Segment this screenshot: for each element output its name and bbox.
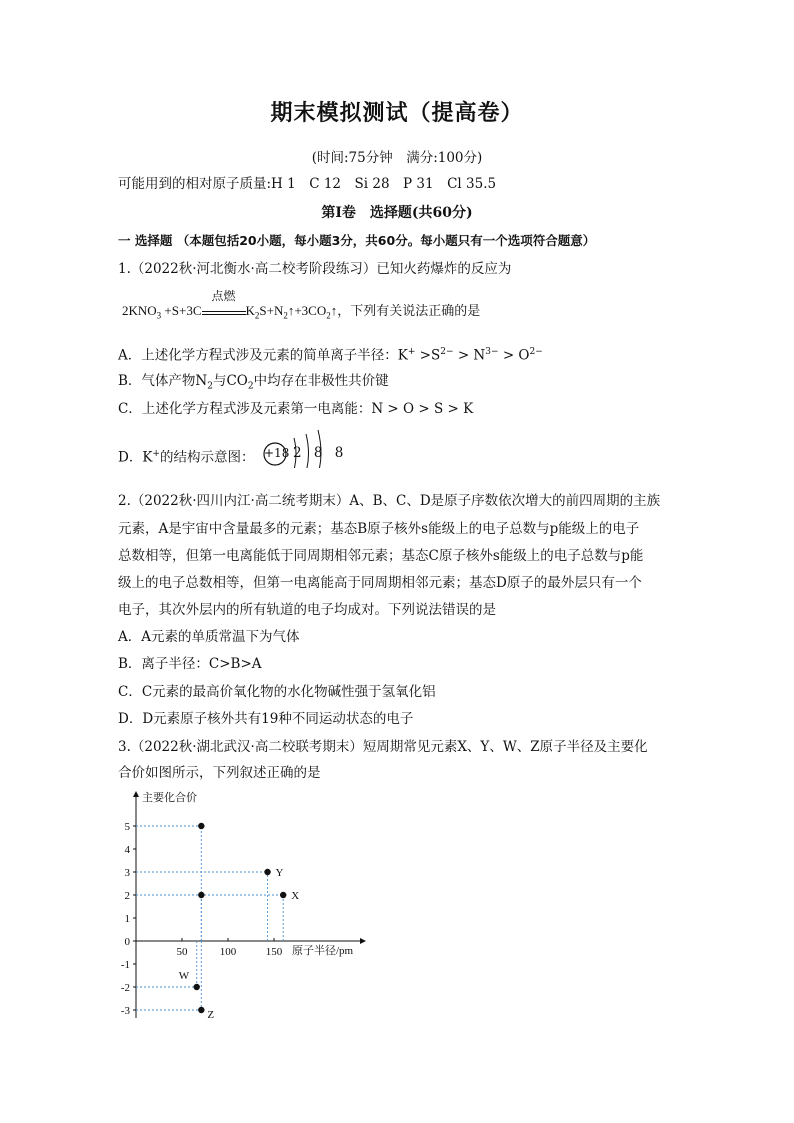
q1-option-d: D．K+的结构示意图： [118,449,255,466]
q3-line-2: 合价如图所示，下列叙述正确的是 [118,765,321,781]
y-tick-label: 4 [124,844,130,856]
y-tick-label: 2 [124,890,130,902]
part-heading: 一 选择题 （本题包括20小题，每小题3分，共60分。每小题只有一个选项符合题意） [118,233,596,248]
atomic-mass: 可能用到的相对原子质量:H 1 C 12 Si 28 P 31 Cl 35.5 [118,176,497,192]
data-point [198,823,204,829]
q2-option-a: A．A元素的单质常温下为气体 [118,629,300,645]
q2-line-4: 级上的电子总数相等，但第一电离能高于同周期相邻元素；基态D原子的最外层只有一个 [118,575,642,591]
data-point [198,1007,204,1013]
data-point [280,892,286,898]
section-title: 第Ⅰ卷 选择题(共60分) [321,205,473,221]
q2-option-d: D．D元素原子核外共有19种不同运动状态的电子 [118,711,414,727]
q2-line-3: 总数相等，但第一电离能低于同周期相邻元素；基态C原子核外s能级上的电子总数与p能 [118,548,644,564]
eq-tail: ，下列有关说法正确的是 [337,304,481,319]
x-tick-label: 50 [176,946,188,958]
q1-option-a: A．上述化学方程式涉及元素的简单离子半径：$K^+ >S^{2-} > N^{3-} > O^{2-}$ [118,347,543,364]
y-tick-label: -2 [120,982,130,994]
valence-radius-chart [118,788,378,1032]
q1-option-c: C．上述化学方程式涉及元素第一电离能：N > O > S > K [118,401,474,417]
q3-line-1: 3.（2022秋·湖北武汉·高二校联考期末）短周期常见元素X、Y、W、Z原子半径及主要化 [118,739,648,755]
q2-line-5: 电子，其次外层内的所有轨道的电子均成对。下列说法错误的是 [118,602,496,618]
y-axis-label: 主要化合价 [142,792,197,804]
q1-stem: 1.（2022秋·河北衡水·高二校考阶段练习）已知火药爆炸的反应为 [118,261,512,277]
y-tick-label: 3 [124,867,130,879]
x-axis-label: 原子半径/pm [292,945,354,957]
k-ion-structure-diagram [262,426,348,472]
y-tick-label: -3 [120,1005,130,1017]
point-label: X [291,890,300,902]
point-label: W [178,970,190,982]
q2-option-c: C．C元素的最高价氧化物的水化物碱性强于氢氧化铝 [118,684,436,700]
point-label: Y [275,867,284,879]
q2-line-1: 2.（2022秋·四川内江·高二统考期末）A、B、C、D是原子序数依次增大的前四周期的主族 [118,493,661,509]
page-title: 期末模拟测试（提高卷） [270,101,524,126]
data-point [194,984,200,990]
x-tick-label: 100 [219,946,237,958]
q1-equation: $2KNO_3 +S+3C$ 点燃 $K_2S+N_2↑+3CO_2↑$，下列有关说法正确的是 [122,289,481,321]
y-tick-label: 1 [124,913,130,925]
nucleus-charge: +18 [264,446,290,460]
x-tick-label: 150 [265,946,283,958]
y-tick-label: 0 [124,936,130,948]
y-tick-label: -1 [120,959,130,971]
q1-option-b: B．气体产物$N_2$与$CO_2$中均存在非极性共价键 [118,373,389,392]
y-tick-label: 5 [124,821,130,833]
chart-svg [118,788,378,1028]
eq-condition: 点燃 [211,289,236,303]
electron-shells: 2 8 8 [293,445,348,461]
data-point [198,892,204,898]
q2-option-b: B．离子半径：C>B>A [118,656,262,672]
q2-line-2: 元素，A是宇宙中含量最多的元素；基态B原子核外s能级上的电子总数与p能级上的电子 [118,521,640,537]
data-point [264,869,270,875]
point-label: Z [207,1009,215,1021]
exam-info: (时间:75分钟 满分:100分) [311,150,483,166]
eq-left: 2KNO [122,303,157,318]
